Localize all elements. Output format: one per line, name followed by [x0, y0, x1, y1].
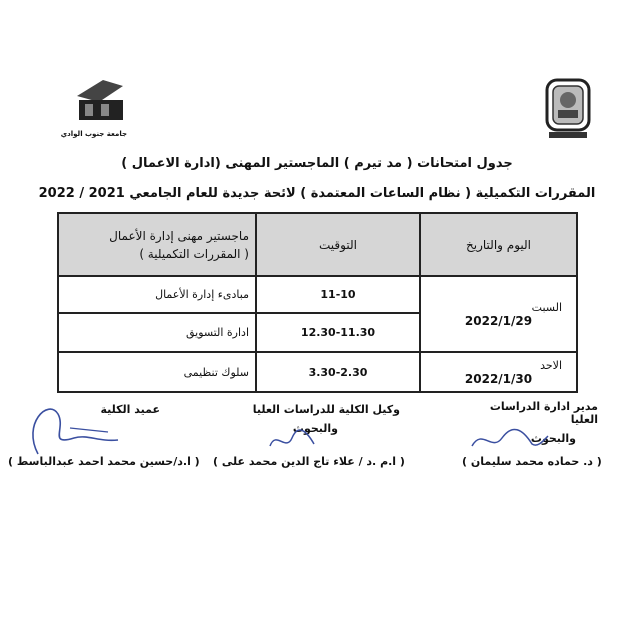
- university-seal-logo: [545, 78, 591, 140]
- day-cell: [420, 276, 577, 352]
- vice-dean-title-line2: والبحوث: [292, 422, 338, 435]
- day-cell: [420, 352, 577, 392]
- vice-dean-signature: [262, 422, 322, 456]
- header-course: [58, 213, 256, 276]
- course-cell: سلوك تنظيمى: [58, 352, 256, 392]
- logo-caption: جامعة جنوب الوادي: [60, 130, 127, 138]
- header-time: التوقيت: [256, 213, 420, 276]
- time-cell: 11-10: [256, 276, 420, 313]
- course-cell: مبادىء إدارة الأعمال: [58, 276, 256, 313]
- course-cell: ادارة التسويق: [58, 313, 256, 352]
- header-day-date: اليوم والتاريخ: [420, 213, 577, 276]
- time-cell: 12.30-11.30: [256, 313, 420, 352]
- document-subtitle: المقررات التكميلية ( نظام الساعات المعتمدة ) لائحة جديدة للعام الجامعي 2021 / 2022: [38, 186, 596, 201]
- director-name: ( د. حماده محمد سليمان ): [462, 455, 602, 468]
- time-cell: 3.30-2.30: [256, 352, 420, 392]
- director-title-line1: مدير ادارة الدراسات العليا: [489, 400, 598, 426]
- exam-schedule-table: [57, 212, 578, 393]
- table-row: [58, 276, 577, 313]
- director-signature: [462, 418, 552, 458]
- table-row: [58, 352, 577, 392]
- document-title: جدول امتحانات ( مد تيرم ) الماجستير المهنى (ادارة الاعمال ): [121, 156, 513, 171]
- dean-title: عميد الكلية: [100, 403, 160, 416]
- table-header-row: [58, 213, 577, 276]
- faculty-of-commerce-logo: [60, 76, 127, 142]
- director-title-line2: والبحوث: [530, 432, 576, 445]
- day-name: السبت: [531, 300, 562, 314]
- day-date: 2022/1/29: [464, 313, 533, 328]
- vice-dean-name: ( ا.م .د / علاء تاج الدين محمد على ): [213, 455, 405, 468]
- header-course-line1: ماجستير مهنى إدارة الأعمال: [109, 228, 249, 243]
- header-course-line2: ( المقررات التكميلية ): [139, 246, 249, 261]
- dean-signature: [18, 394, 128, 464]
- day-name: الاحد: [540, 358, 562, 372]
- vice-dean-title-line1: وكيل الكلية للدراسات العليا: [252, 403, 400, 416]
- dean-name: ( ا.د/حسين محمد احمد عبدالباسط ): [8, 455, 200, 468]
- day-date: 2022/1/30: [464, 371, 533, 386]
